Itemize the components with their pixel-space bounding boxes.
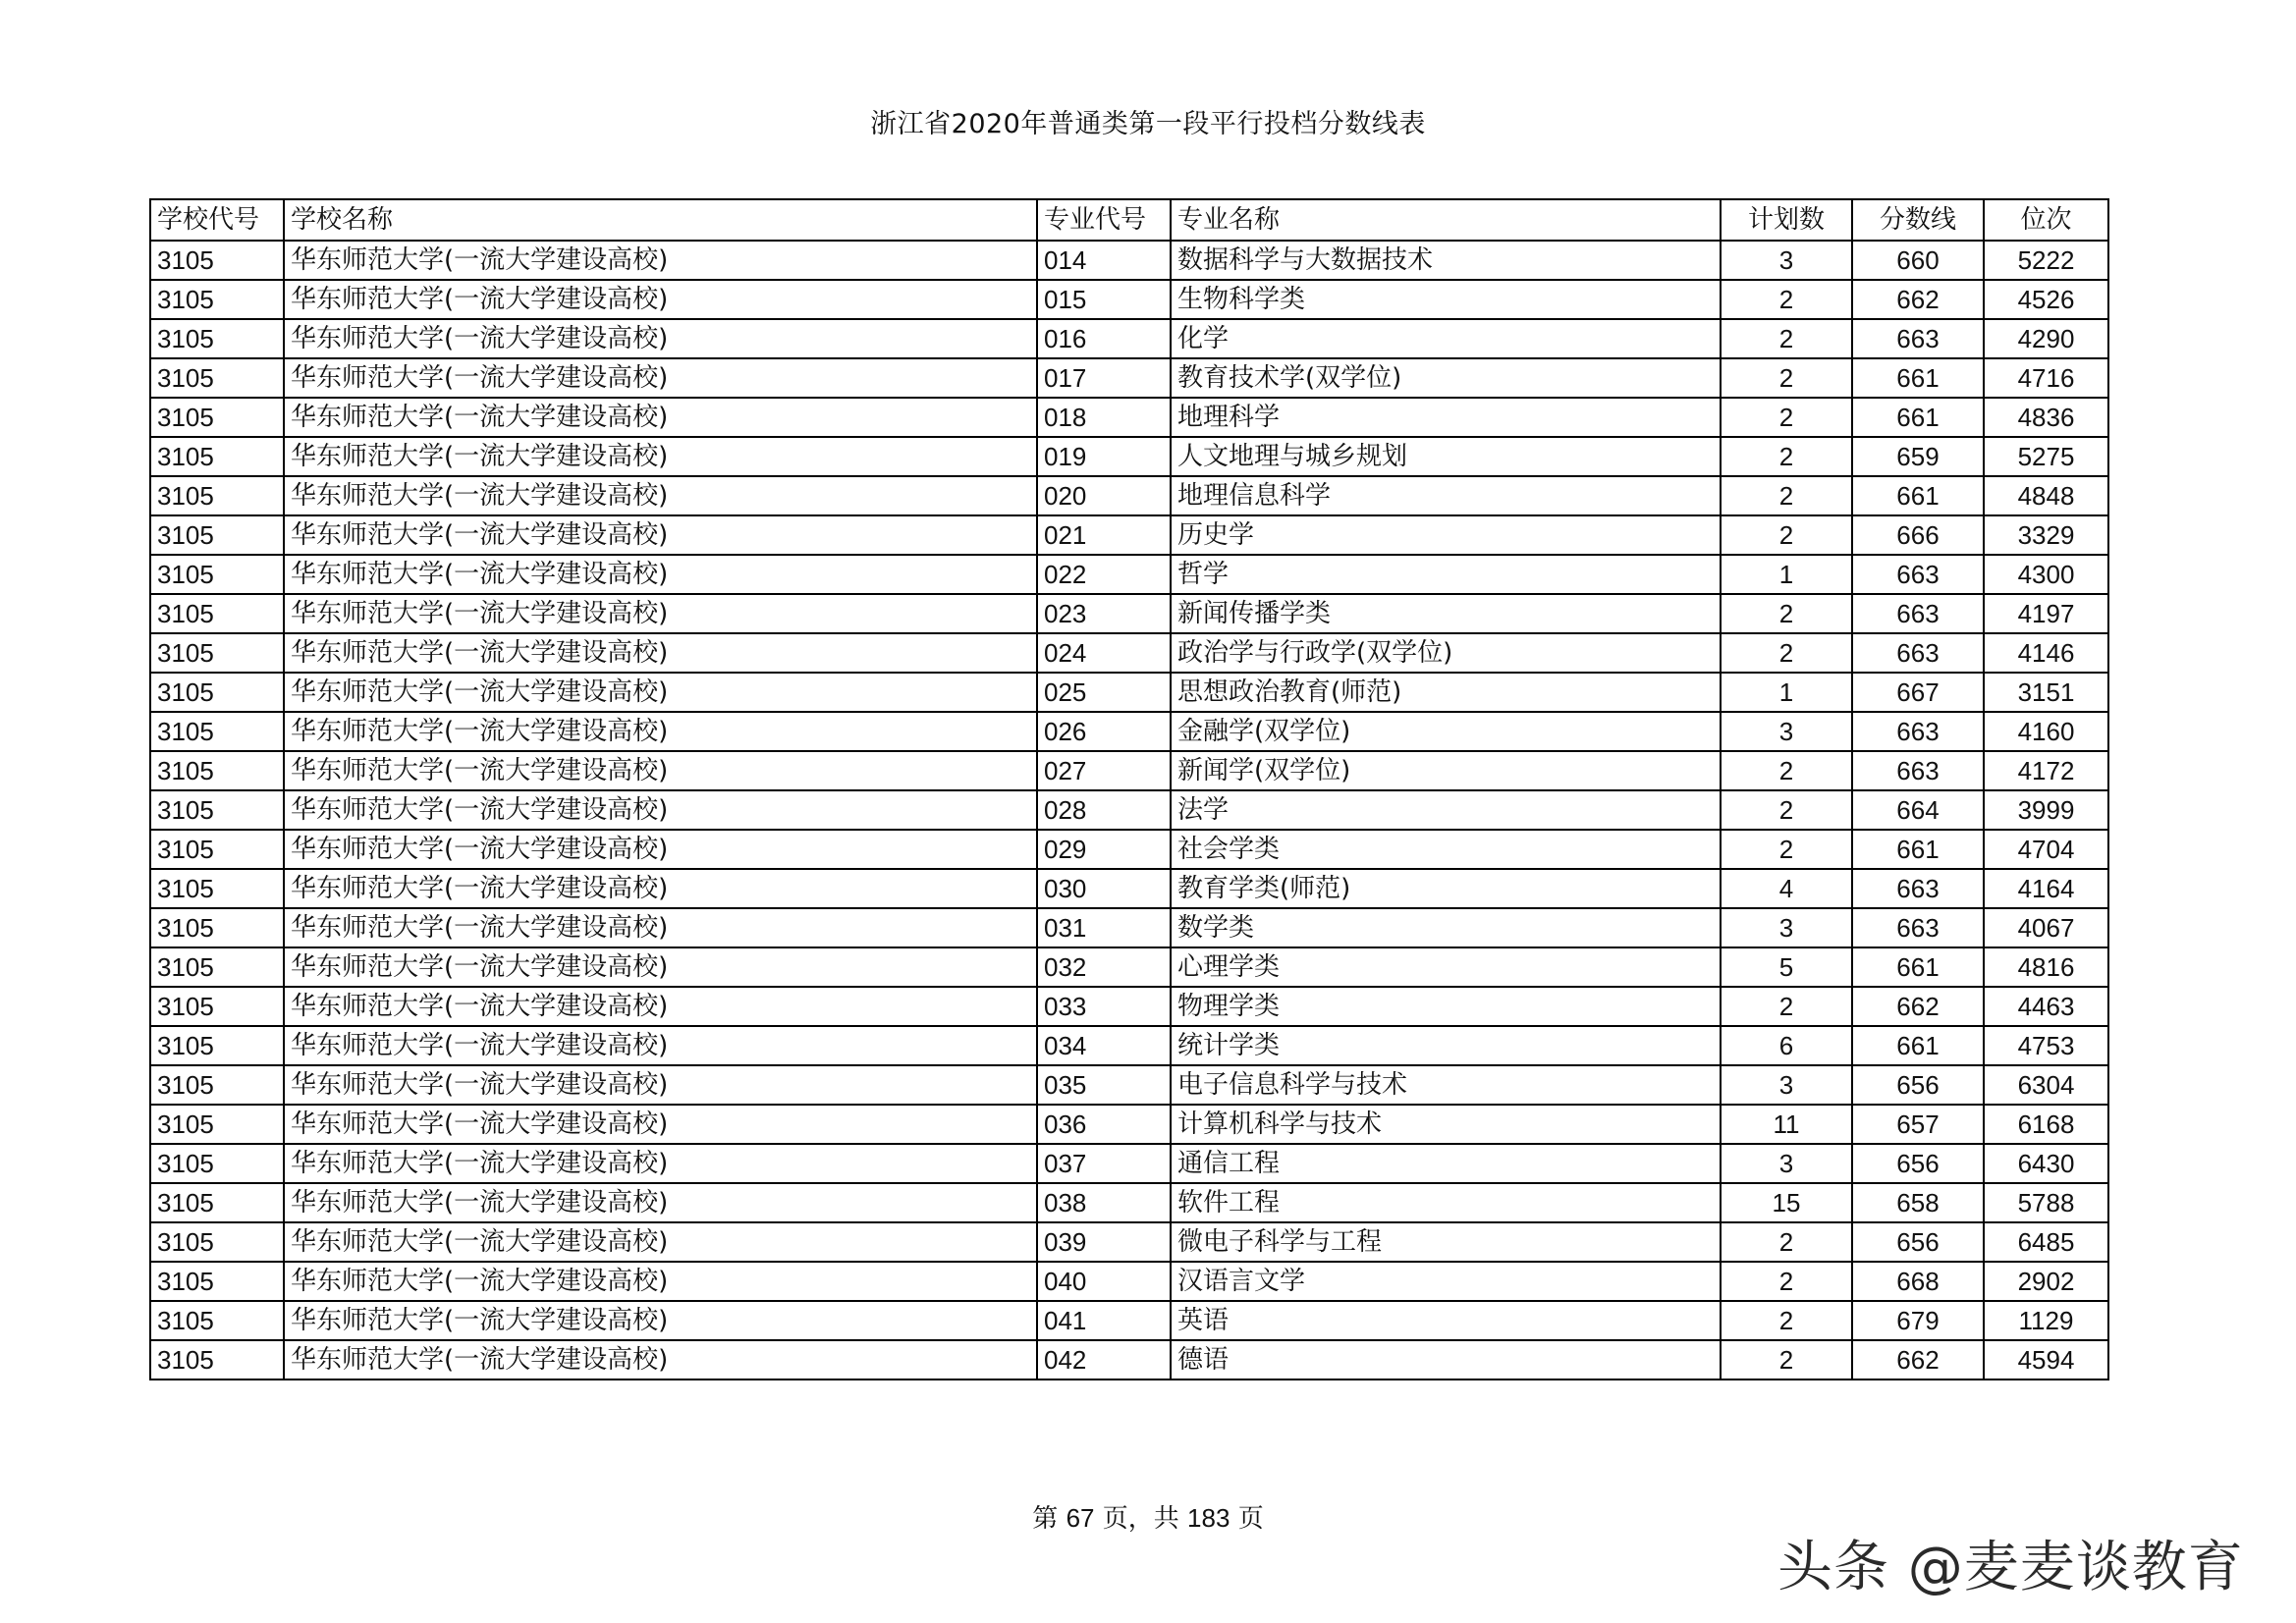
cell-score-line: 667 <box>1852 673 1984 712</box>
cell-rank: 5222 <box>1984 241 2108 280</box>
cell-major-code: 035 <box>1037 1065 1171 1105</box>
watermark: 头条 @麦麦谈教育 <box>1777 1536 2244 1599</box>
cell-plan-count: 2 <box>1721 1301 1852 1340</box>
cell-school-name: 华东师范大学(一流大学建设高校) <box>284 1340 1037 1380</box>
cell-major-code: 026 <box>1037 712 1171 751</box>
table-body <box>150 241 2108 1380</box>
footer-total-pages: 183 <box>1187 1503 1230 1533</box>
cell-score-line: 662 <box>1852 280 1984 319</box>
cell-school-name: 华东师范大学(一流大学建设高校) <box>284 358 1037 398</box>
cell-major-name: 电子信息科学与技术 <box>1171 1065 1721 1105</box>
cell-plan-count: 2 <box>1721 358 1852 398</box>
cell-school-name: 华东师范大学(一流大学建设高校) <box>284 1222 1037 1262</box>
cell-score-line: 658 <box>1852 1183 1984 1222</box>
table-row <box>150 790 2108 830</box>
cell-school-name: 华东师范大学(一流大学建设高校) <box>284 869 1037 908</box>
cell-school-name: 华东师范大学(一流大学建设高校) <box>284 241 1037 280</box>
cell-rank: 4594 <box>1984 1340 2108 1380</box>
cell-plan-count: 2 <box>1721 1262 1852 1301</box>
cell-major-code: 014 <box>1037 241 1171 280</box>
cell-school-name: 华东师范大学(一流大学建设高校) <box>284 319 1037 358</box>
cell-major-code: 021 <box>1037 515 1171 555</box>
header-school-name: 学校名称 <box>284 199 1037 241</box>
cell-plan-count: 2 <box>1721 1222 1852 1262</box>
cell-plan-count: 2 <box>1721 319 1852 358</box>
cell-plan-count: 2 <box>1721 830 1852 869</box>
cell-school-code: 3105 <box>150 358 284 398</box>
cell-major-code: 024 <box>1037 633 1171 673</box>
cell-major-name: 地理信息科学 <box>1171 476 1721 515</box>
cell-score-line: 661 <box>1852 398 1984 437</box>
cell-major-name: 计算机科学与技术 <box>1171 1105 1721 1144</box>
cell-major-code: 020 <box>1037 476 1171 515</box>
table-row <box>150 1065 2108 1105</box>
cell-plan-count: 5 <box>1721 947 1852 987</box>
cell-school-name: 华东师范大学(一流大学建设高校) <box>284 830 1037 869</box>
cell-school-name: 华东师范大学(一流大学建设高校) <box>284 1105 1037 1144</box>
cell-major-name: 新闻学(双学位) <box>1171 751 1721 790</box>
cell-school-code: 3105 <box>150 947 284 987</box>
cell-rank: 4164 <box>1984 869 2108 908</box>
cell-school-name: 华东师范大学(一流大学建设高校) <box>284 555 1037 594</box>
cell-plan-count: 15 <box>1721 1183 1852 1222</box>
cell-score-line: 661 <box>1852 476 1984 515</box>
cell-rank: 4753 <box>1984 1026 2108 1065</box>
cell-major-code: 023 <box>1037 594 1171 633</box>
cell-major-code: 017 <box>1037 358 1171 398</box>
cell-major-name: 生物科学类 <box>1171 280 1721 319</box>
cell-major-code: 015 <box>1037 280 1171 319</box>
cell-major-code: 034 <box>1037 1026 1171 1065</box>
cell-score-line: 661 <box>1852 947 1984 987</box>
cell-plan-count: 2 <box>1721 594 1852 633</box>
cell-rank: 4197 <box>1984 594 2108 633</box>
cell-plan-count: 4 <box>1721 869 1852 908</box>
cell-school-name: 华东师范大学(一流大学建设高校) <box>284 790 1037 830</box>
cell-school-name: 华东师范大学(一流大学建设高校) <box>284 1144 1037 1183</box>
cell-major-name: 金融学(双学位) <box>1171 712 1721 751</box>
cell-major-code: 031 <box>1037 908 1171 947</box>
cell-major-code: 029 <box>1037 830 1171 869</box>
cell-score-line: 663 <box>1852 908 1984 947</box>
table-row <box>150 594 2108 633</box>
cell-major-code: 042 <box>1037 1340 1171 1380</box>
table-row <box>150 947 2108 987</box>
cell-school-code: 3105 <box>150 1144 284 1183</box>
cell-score-line: 656 <box>1852 1144 1984 1183</box>
cell-rank: 3151 <box>1984 673 2108 712</box>
table-row <box>150 830 2108 869</box>
cell-plan-count: 3 <box>1721 241 1852 280</box>
cell-rank: 4067 <box>1984 908 2108 947</box>
cell-school-name: 华东师范大学(一流大学建设高校) <box>284 987 1037 1026</box>
header-school-code: 学校代号 <box>150 199 284 241</box>
cell-school-code: 3105 <box>150 673 284 712</box>
table-row <box>150 319 2108 358</box>
cell-major-name: 政治学与行政学(双学位) <box>1171 633 1721 673</box>
cell-school-code: 3105 <box>150 280 284 319</box>
cell-school-name: 华东师范大学(一流大学建设高校) <box>284 515 1037 555</box>
cell-school-code: 3105 <box>150 869 284 908</box>
table-row <box>150 1301 2108 1340</box>
cell-score-line: 661 <box>1852 358 1984 398</box>
cell-score-line: 660 <box>1852 241 1984 280</box>
cell-school-code: 3105 <box>150 1183 284 1222</box>
table-row <box>150 1105 2108 1144</box>
cell-school-code: 3105 <box>150 987 284 1026</box>
cell-plan-count: 2 <box>1721 515 1852 555</box>
cell-rank: 1129 <box>1984 1301 2108 1340</box>
cell-school-code: 3105 <box>150 830 284 869</box>
cell-rank: 2902 <box>1984 1262 2108 1301</box>
table-row <box>150 987 2108 1026</box>
header-rank: 位次 <box>1984 199 2108 241</box>
table-row <box>150 673 2108 712</box>
cell-school-code: 3105 <box>150 437 284 476</box>
table-row <box>150 869 2108 908</box>
cell-plan-count: 2 <box>1721 633 1852 673</box>
cell-score-line: 662 <box>1852 1340 1984 1380</box>
cell-major-name: 数据科学与大数据技术 <box>1171 241 1721 280</box>
cell-school-name: 华东师范大学(一流大学建设高校) <box>284 712 1037 751</box>
cell-score-line: 663 <box>1852 869 1984 908</box>
cell-major-name: 微电子科学与工程 <box>1171 1222 1721 1262</box>
cell-school-code: 3105 <box>150 1301 284 1340</box>
cell-score-line: 668 <box>1852 1262 1984 1301</box>
cell-major-code: 028 <box>1037 790 1171 830</box>
cell-school-code: 3105 <box>150 515 284 555</box>
table-row <box>150 712 2108 751</box>
header-major-name: 专业名称 <box>1171 199 1721 241</box>
cell-rank: 5275 <box>1984 437 2108 476</box>
cell-plan-count: 2 <box>1721 1340 1852 1380</box>
cell-major-name: 统计学类 <box>1171 1026 1721 1065</box>
cell-major-name: 软件工程 <box>1171 1183 1721 1222</box>
cell-school-code: 3105 <box>150 633 284 673</box>
cell-school-code: 3105 <box>150 1026 284 1065</box>
cell-school-name: 华东师范大学(一流大学建设高校) <box>284 280 1037 319</box>
cell-rank: 4716 <box>1984 358 2108 398</box>
cell-major-code: 030 <box>1037 869 1171 908</box>
table-row <box>150 1222 2108 1262</box>
cell-rank: 4704 <box>1984 830 2108 869</box>
footer-prefix: 第 <box>1032 1504 1059 1534</box>
cell-major-code: 022 <box>1037 555 1171 594</box>
cell-rank: 5788 <box>1984 1183 2108 1222</box>
cell-school-name: 华东师范大学(一流大学建设高校) <box>284 1301 1037 1340</box>
cell-plan-count: 3 <box>1721 1144 1852 1183</box>
table-row <box>150 908 2108 947</box>
cell-rank: 6485 <box>1984 1222 2108 1262</box>
table-header-row <box>150 199 2108 241</box>
table-row <box>150 555 2108 594</box>
cell-major-code: 041 <box>1037 1301 1171 1340</box>
cell-school-code: 3105 <box>150 751 284 790</box>
cell-score-line: 661 <box>1852 830 1984 869</box>
table-row <box>150 751 2108 790</box>
cell-major-name: 新闻传播学类 <box>1171 594 1721 633</box>
cell-score-line: 656 <box>1852 1065 1984 1105</box>
cell-rank: 3329 <box>1984 515 2108 555</box>
cell-school-code: 3105 <box>150 790 284 830</box>
cell-major-name: 历史学 <box>1171 515 1721 555</box>
cell-score-line: 663 <box>1852 594 1984 633</box>
table-row <box>150 476 2108 515</box>
cell-school-name: 华东师范大学(一流大学建设高校) <box>284 594 1037 633</box>
page-title: 浙江省2020年普通类第一段平行投档分数线表 <box>870 109 1426 139</box>
cell-plan-count: 1 <box>1721 555 1852 594</box>
cell-major-name: 法学 <box>1171 790 1721 830</box>
cell-major-code: 036 <box>1037 1105 1171 1144</box>
cell-score-line: 663 <box>1852 633 1984 673</box>
cell-major-code: 025 <box>1037 673 1171 712</box>
cell-score-line: 657 <box>1852 1105 1984 1144</box>
cell-plan-count: 2 <box>1721 987 1852 1026</box>
cell-score-line: 663 <box>1852 319 1984 358</box>
cell-school-code: 3105 <box>150 241 284 280</box>
cell-major-code: 038 <box>1037 1183 1171 1222</box>
table-row <box>150 280 2108 319</box>
cell-rank: 4463 <box>1984 987 2108 1026</box>
cell-school-code: 3105 <box>150 1262 284 1301</box>
cell-school-code: 3105 <box>150 398 284 437</box>
cell-major-code: 016 <box>1037 319 1171 358</box>
table-row <box>150 437 2108 476</box>
cell-plan-count: 2 <box>1721 751 1852 790</box>
cell-school-code: 3105 <box>150 594 284 633</box>
cell-major-name: 通信工程 <box>1171 1144 1721 1183</box>
cell-rank: 4526 <box>1984 280 2108 319</box>
cell-school-code: 3105 <box>150 1065 284 1105</box>
cell-plan-count: 1 <box>1721 673 1852 712</box>
cell-school-name: 华东师范大学(一流大学建设高校) <box>284 947 1037 987</box>
cell-score-line: 663 <box>1852 712 1984 751</box>
cell-plan-count: 3 <box>1721 712 1852 751</box>
cell-school-name: 华东师范大学(一流大学建设高校) <box>284 751 1037 790</box>
cell-plan-count: 3 <box>1721 908 1852 947</box>
cell-plan-count: 2 <box>1721 476 1852 515</box>
cell-major-code: 032 <box>1037 947 1171 987</box>
cell-major-name: 物理学类 <box>1171 987 1721 1026</box>
cell-score-line: 661 <box>1852 1026 1984 1065</box>
cell-major-code: 019 <box>1037 437 1171 476</box>
score-table <box>149 198 2109 1380</box>
cell-school-code: 3105 <box>150 319 284 358</box>
cell-major-name: 汉语言文学 <box>1171 1262 1721 1301</box>
cell-score-line: 656 <box>1852 1222 1984 1262</box>
table-row <box>150 633 2108 673</box>
table-row <box>150 515 2108 555</box>
cell-major-name: 人文地理与城乡规划 <box>1171 437 1721 476</box>
cell-major-name: 思想政治教育(师范) <box>1171 673 1721 712</box>
cell-school-code: 3105 <box>150 1105 284 1144</box>
cell-score-line: 659 <box>1852 437 1984 476</box>
cell-major-name: 数学类 <box>1171 908 1721 947</box>
cell-major-name: 教育学类(师范) <box>1171 869 1721 908</box>
cell-school-name: 华东师范大学(一流大学建设高校) <box>284 1262 1037 1301</box>
cell-major-code: 040 <box>1037 1262 1171 1301</box>
cell-school-code: 3105 <box>150 908 284 947</box>
cell-major-code: 039 <box>1037 1222 1171 1262</box>
cell-major-code: 018 <box>1037 398 1171 437</box>
cell-school-name: 华东师范大学(一流大学建设高校) <box>284 1026 1037 1065</box>
cell-major-name: 哲学 <box>1171 555 1721 594</box>
footer-suffix: 页 <box>1237 1504 1264 1534</box>
cell-rank: 6168 <box>1984 1105 2108 1144</box>
table-row <box>150 1262 2108 1301</box>
cell-school-name: 华东师范大学(一流大学建设高校) <box>284 1183 1037 1222</box>
cell-rank: 4290 <box>1984 319 2108 358</box>
cell-rank: 4836 <box>1984 398 2108 437</box>
cell-school-name: 华东师范大学(一流大学建设高校) <box>284 908 1037 947</box>
cell-rank: 6304 <box>1984 1065 2108 1105</box>
cell-school-name: 华东师范大学(一流大学建设高校) <box>284 437 1037 476</box>
cell-school-code: 3105 <box>150 476 284 515</box>
header-plan-count: 计划数 <box>1721 199 1852 241</box>
cell-school-name: 华东师范大学(一流大学建设高校) <box>284 1065 1037 1105</box>
cell-major-name: 英语 <box>1171 1301 1721 1340</box>
cell-major-name: 地理科学 <box>1171 398 1721 437</box>
cell-major-name: 社会学类 <box>1171 830 1721 869</box>
cell-major-name: 化学 <box>1171 319 1721 358</box>
cell-plan-count: 2 <box>1721 398 1852 437</box>
cell-major-name: 心理学类 <box>1171 947 1721 987</box>
cell-major-code: 037 <box>1037 1144 1171 1183</box>
cell-major-code: 027 <box>1037 751 1171 790</box>
cell-major-name: 教育技术学(双学位) <box>1171 358 1721 398</box>
cell-school-name: 华东师范大学(一流大学建设高校) <box>284 633 1037 673</box>
footer-middle: 页，共 <box>1102 1504 1179 1534</box>
table-row <box>150 1026 2108 1065</box>
cell-score-line: 664 <box>1852 790 1984 830</box>
cell-score-line: 666 <box>1852 515 1984 555</box>
cell-score-line: 663 <box>1852 751 1984 790</box>
cell-school-code: 3105 <box>150 555 284 594</box>
cell-rank: 6430 <box>1984 1144 2108 1183</box>
cell-score-line: 679 <box>1852 1301 1984 1340</box>
header-major-code: 专业代号 <box>1037 199 1171 241</box>
table-row <box>150 241 2108 280</box>
footer-page-number: 67 <box>1066 1503 1095 1533</box>
cell-plan-count: 2 <box>1721 280 1852 319</box>
cell-rank: 4146 <box>1984 633 2108 673</box>
cell-rank: 3999 <box>1984 790 2108 830</box>
cell-school-name: 华东师范大学(一流大学建设高校) <box>284 398 1037 437</box>
cell-plan-count: 2 <box>1721 790 1852 830</box>
cell-plan-count: 2 <box>1721 437 1852 476</box>
cell-school-code: 3105 <box>150 1222 284 1262</box>
cell-rank: 4160 <box>1984 712 2108 751</box>
cell-school-code: 3105 <box>150 712 284 751</box>
cell-rank: 4300 <box>1984 555 2108 594</box>
cell-score-line: 663 <box>1852 555 1984 594</box>
cell-school-name: 华东师范大学(一流大学建设高校) <box>284 476 1037 515</box>
table-row <box>150 398 2108 437</box>
cell-score-line: 662 <box>1852 987 1984 1026</box>
cell-plan-count: 3 <box>1721 1065 1852 1105</box>
cell-rank: 4848 <box>1984 476 2108 515</box>
cell-plan-count: 11 <box>1721 1105 1852 1144</box>
table-row <box>150 1183 2108 1222</box>
cell-school-name: 华东师范大学(一流大学建设高校) <box>284 673 1037 712</box>
cell-rank: 4816 <box>1984 947 2108 987</box>
table-row <box>150 1340 2108 1380</box>
cell-rank: 4172 <box>1984 751 2108 790</box>
header-score-line: 分数线 <box>1852 199 1984 241</box>
cell-major-name: 德语 <box>1171 1340 1721 1380</box>
cell-plan-count: 6 <box>1721 1026 1852 1065</box>
cell-school-code: 3105 <box>150 1340 284 1380</box>
table-row <box>150 358 2108 398</box>
table-row <box>150 1144 2108 1183</box>
cell-major-code: 033 <box>1037 987 1171 1026</box>
